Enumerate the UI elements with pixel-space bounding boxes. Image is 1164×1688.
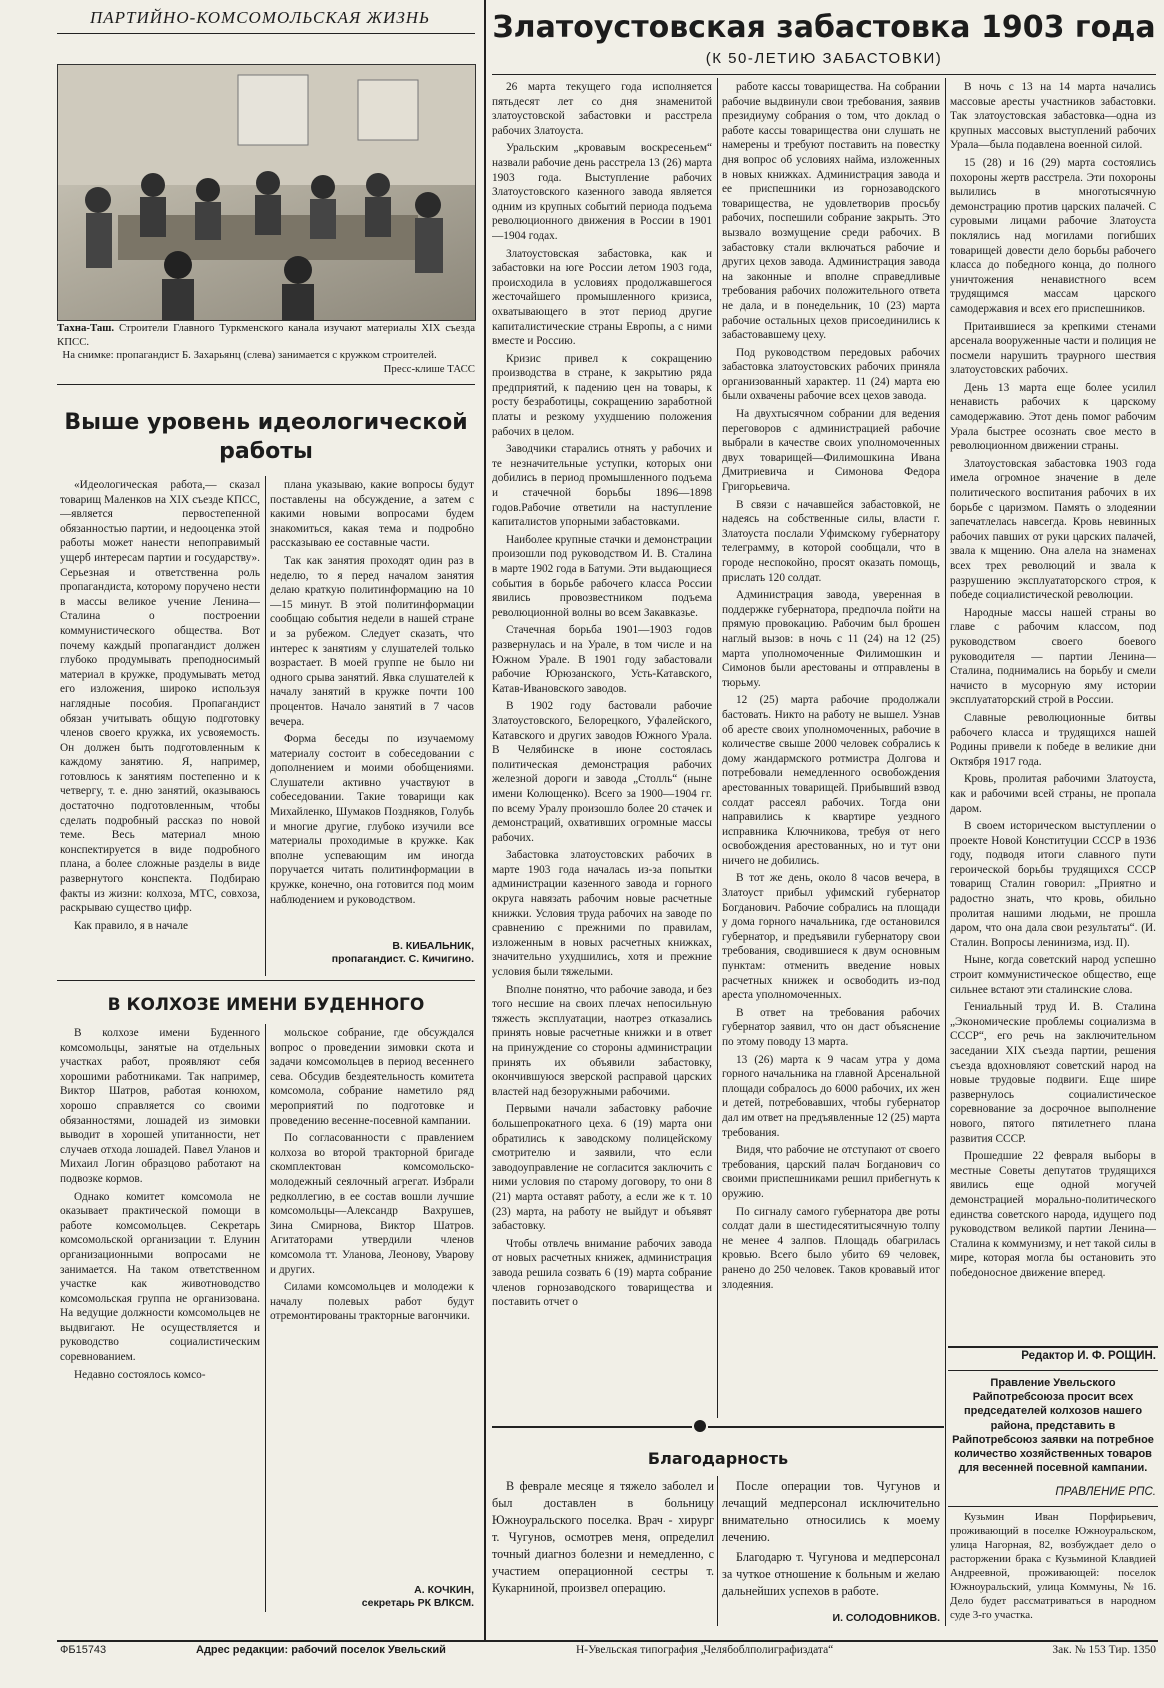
rubric-underline bbox=[57, 33, 475, 34]
news-photo bbox=[57, 64, 476, 321]
paragraph: «Идеологическая работа,— сказал товарищ Маленков на XIX съезде КПСС,—является первостепенной обязанностью партии, и недооценка этой работы может нанести непоправимый ущерб интересам партии и государству». Серьезная и ответственна роль пропагандиста, которому поручено нести в массы великое учение Ленина—Сталина о построении коммунистического общества. Вот почему каждый пропагандист должен глубоко продумывать преподносимый материал в кружке, продумывать метод его изложения, широко используя наглядные пособия. Пропагандист обязан учитывать общую подготовку членов своего кружка, их усвояемость. Он должен быть подготовленным к каждому занятию. Я, например, готовлюсь к занятиям постепенно и к четвергу, т. е. дню занятий, оказываюсь достаточно подготовленным, чтобы сделать подробный рассказ по новой теме. Весь материал мною конспектируется в виде подробного плана, а более сложные разделы в виде развернутого конспекта. Подбираю факты из жизни: колхоза, МТС, совхоза, раскрываю существо цифр. bbox=[60, 479, 260, 915]
paragraph: В феврале месяце я тяжело заболел и был доставлен в больницу Южноуральского поселка. Врач - хирург т. Чугунов, осмотрев меня, определил точный диагноз болезни и немедленно, с участием операционной сестры т. Кукарниной, произвел операцию. bbox=[492, 1479, 714, 1595]
paragraph: По сигналу самого губернатора две роты солдат дали в шестидесятитысячную толпу не менее 4 залпов. Площадь обагрилась кровью. Всего было убито 69 человек, ранено до 250 человек. Таков кровавый итог злодеяния. bbox=[722, 1205, 940, 1291]
thanks-dot bbox=[694, 1420, 706, 1432]
thanks-rule-right bbox=[708, 1426, 944, 1428]
editor-line: Редактор И. Ф. РОЩИН. bbox=[1021, 1350, 1156, 1362]
paragraph: После операции тов. Чугунов и лечащий медперсонал исключительно внимательно относились к моему лечению. bbox=[722, 1479, 940, 1544]
paragraph: По согласованности с правлением колхоза во второй тракторной бригаде скомплектован комсомольско-молодежный сеялочный агрегат. Избрали редколлегию, в ее состав вошли лучшие комсомольцы—Александр Вахрушев, Зина Смирнова, Виктор Шатров. Агитаторами утвердили членов комсомола тт. Уланова, Леонову, Уварову и других. bbox=[270, 1132, 474, 1276]
page-divider bbox=[484, 0, 486, 1640]
paragraph: В ответ на требования рабочих губернатор заявил, что он даст объяснение по этому поводу 13 марта. bbox=[722, 1006, 940, 1048]
paragraph: мольское собрание, где обсуждался вопрос о проведении зимовки скота и задачи комсомольцев в период весеннего сева. Обсудив бездеятельность комитета комсомола, собрание наметило ряд мероприятий по подготовке и проведению весенне-посевной кампании. bbox=[270, 1027, 474, 1127]
signature-name: В. КИБАЛЬНИК, bbox=[392, 940, 474, 952]
paragraph: Гениальный труд И. В. Сталина „Экономические проблемы социализма в СССР“, его речь на заключительном заседании XIX съезда партии, решения съезда вдохновляют советский народ на новые трудовые подвиги. Еще шире развернулось социалистическое соревнование за досрочное выполнение нового, пятого пятилетнего плана развития СССР. bbox=[950, 1001, 1156, 1145]
paragraph: Прошедшие 22 февраля выборы в местные Советы депутатов трудящихся явились еще одной могучей демонстрацией морально-политического единства советского народа, идущего под руководством великой партии Ленина—Сталина к коммунизму, и нет такой силы в мире, которая могла бы остановить это победоносное движение вперед. bbox=[950, 1150, 1156, 1279]
column-rule bbox=[265, 1024, 266, 1612]
article-kolkhoz-col2 bbox=[270, 1026, 474, 1582]
main-subtitle-rule bbox=[492, 74, 1156, 75]
photo-caption bbox=[57, 322, 475, 380]
paragraph: Стачечная борьба 1901—1903 годов развернулась и на Урале, в том числе и на Южном Урале. В 1901 году забастовали рабочие Юрюзанского, Усть-Катавского, Катав-Ивановского заводов. bbox=[492, 624, 712, 695]
article-kolkhoz-signature bbox=[270, 1584, 474, 1614]
footer-printer: Н-Увельская типография „Челябоблполиграфиздата“ bbox=[576, 1644, 834, 1656]
paragraph: Под руководством передовых рабочих забастовка златоустовских рабочих приняла организованный характер. 11 (24) марта ею были охвачены рабочие всех цехов завода. bbox=[722, 346, 940, 403]
thanks-col2 bbox=[722, 1478, 940, 1608]
paragraph: В связи с начавшейся забастовкой, не надеясь на собственные силы, власти г. Златоуста послали Уфимскому губернатору телеграмму, в которой сообщали, что в городе неспокойно, просят оказать помощь, прислать 120 солдат. bbox=[722, 498, 940, 584]
photo-bottom-rule bbox=[57, 384, 475, 385]
paragraph: В тот же день, около 8 часов вечера, в Златоуст прибыл уфимский губернатор Богданович. Рабочие собрались на площади у дома горного начальника, где остановился губернатор, и предъявили губернатору свои требования, сводившиеся к двум основным пунктам: отменить введение новых расчетных книжек и освободить из-под ареста уполномоченных. bbox=[722, 872, 940, 1002]
article-ideology-col1 bbox=[60, 478, 260, 976]
photo-caption-lead: Тахна-Таш. bbox=[57, 322, 115, 334]
paragraph: Чтобы отвлечь внимание рабочих завода от новых расчетных книжек, администрация завода решила созвать 6 (19) марта собрание членов горнозаводского товарищества и поставить отчет о bbox=[492, 1237, 712, 1309]
paragraph: Народные массы нашей страны во главе с рабочим классом, под руководством своего боевого руководителя — партии Ленина—Сталина, поднимались на борьбу и смели начисто в мусорную яму истории эксплуататорский строй в России. bbox=[950, 606, 1156, 707]
main-col2 bbox=[722, 80, 940, 1418]
column-rule bbox=[717, 1476, 718, 1626]
section-rule bbox=[57, 980, 475, 981]
paragraph: Однако комитет комсомола не оказывает практической помощи в работе комсомольцев. Секретарь комсомольской организации т. Елунин организационными вопросами не занимается. На таком ответственном участке как животноводство комсомольская группа не организована. На ведущие должности комсомольцев не выдвигают. Не осуществляется и руководство социалистическим соревнованием. bbox=[60, 1190, 260, 1364]
column-rule bbox=[717, 78, 718, 1418]
rubric: ПАРТИЙНО-КОМСОМОЛЬСКАЯ ЖИЗНЬ bbox=[90, 8, 431, 27]
article-kolkhoz-col1 bbox=[60, 1026, 260, 1614]
footer-address: Адрес редакции: рабочий поселок Увельский bbox=[196, 1644, 446, 1656]
paragraph: Уральским „кровавым воскресеньем“ назвали рабочие день расстрела 13 (26) марта 1903 года. Выступление рабочих Златоустовского казенного завода является одним из крупных событий периода подъема революционного движения в России в 1901—1904 годах. bbox=[492, 142, 712, 242]
thanks-col1 bbox=[492, 1478, 714, 1624]
paragraph: Заводчики старались отнять у рабочих и те незначительные уступки, которых они добились в период промышленного подъема и стачечной борьбы 1896—1898 годов.Рабочие ответили на наступление капиталистов упорными забастовками. bbox=[492, 443, 712, 529]
signature-role: секретарь РК ВЛКСМ. bbox=[361, 1597, 474, 1609]
paragraph: Форма беседы по изучаемому материалу состоит в собеседовании с дополнением и моими обобщениями. Слушатели активно участвуют в собеседовании. Такие товарищи как Михайленко, Шумаков Поздняков, Голубь и многие другие, глубоко изучили все материалы проходимые в кружке. Как вполне успевающим им иногда поручается читать политинформации в кружке, конечно, она готовится под моим наблюдением и руководством. bbox=[270, 733, 474, 906]
main-col3 bbox=[950, 80, 1156, 1342]
main-subtitle: (К 50-ЛЕТИЮ ЗАБАСТОВКИ) bbox=[705, 50, 943, 67]
notice-rule bbox=[948, 1506, 1158, 1507]
paragraph: В ночь с 13 на 14 марта начались массовые аресты участников забастовки. Так златоустовская забастовка—одна из крупных массовых выступлений рабочих Урала—была подавлена военной силой. bbox=[950, 81, 1156, 152]
paragraph: Златоустовская забастовка, как и забастовки на юге России летом 1903 года, происходила в условиях продолжавшегося жесточайшего промышленного кризиса, охватывающего в этот период другие капиталистические страны Европы, а с ними вместе и Россию. bbox=[492, 247, 712, 348]
notice-signature: ПРАВЛЕНИЕ РПС. bbox=[1055, 1486, 1156, 1498]
thanks-signature: И. СОЛОДОВНИКОВ. bbox=[832, 1612, 940, 1624]
notice-text: Правление Увельского Райпотребсоюза просит всех председателей колхозов нашего района, представить в Райпотребсоюз заявки на потребное количество хозяйственных товаров для весенней посевной кампании. bbox=[952, 1377, 1154, 1475]
paragraph: Вполне понятно, что рабочие завода, и без того несшие на своих плечах непосильную тяжесть эксплуатации, наотрез отказались принять новые расчетные книжки и в ответ на принуждение со стороны администрации принять их объявили забастовку, окончившуюся зверской расправой царских властей над безоружными рабочими. bbox=[492, 983, 712, 1098]
paragraph: Притаившиеся за крепкими стенами арсенала вооруженные части и полиция не посмели нарушить траурного шествия златоустовских рабочих. bbox=[950, 320, 1156, 377]
paragraph: работе кассы товарищества. На собрании рабочие выдвинули свои требования, заявив президиуму собрания о том, что доклад о работе кассы товарищества они слушать не намерены и требуют поставить на повестку дня вопрос об условиях найма, изложенных в новых книжках. Администрация завода и ее приспешники из горнозаводского товарищества, не удовлетворив просьбу рабочих, поспешили собрание закрыть. Это вызвало возмущение среди рабочих. В забастовку стали включаться рабочие и других цехов завода. Администрация завода на законные и вполне справедливые требования рабочих положительного ответа не дала, и в понедельник, 10 (23) марта рабочие остальных цехов присоединились к забастовавшему цеху. bbox=[722, 81, 940, 342]
paragraph: Ныне, когда советский народ успешно строит коммунистическое общество, еще сильнее встают эти сталинские слова. bbox=[950, 954, 1156, 996]
footer-rule bbox=[57, 1640, 1158, 1642]
paragraph: Как правило, я в начале bbox=[74, 919, 188, 932]
photo-caption-line-2: На снимке: пропагандист Б. Захарьянц (слева) занимается с кружком строителей. bbox=[62, 349, 437, 361]
paragraph: Силами комсомольцев и молодежи к началу полевых работ будут отремонтированы тракторные вагончики. bbox=[270, 1281, 474, 1323]
paragraph: Видя, что рабочие не отступают от своего требования, царский палач Богданович со своими приспешниками решил прибегнуть к оружию. bbox=[722, 1144, 940, 1200]
paragraph: В своем историческом выступлении о проекте Новой Конституции СССР в 1936 году, подводя итоги славного пути героической борьбы трудящихся СССР товарищ Сталин говорил: „Приятно и радостно знать, что кровь, обильно пролитая нашими людьми, не прошла даром, что она дала свои результаты“. (И. Сталин. Вопросы ленинизма, изд. II). bbox=[950, 820, 1156, 949]
column-rule bbox=[265, 476, 266, 976]
paragraph: В 1902 году бастовали рабочие Златоустовского, Белорецкого, Уфалейского, Катавского и других заводов Южного Урала. В Челябинске в июне состоялась политическая демонстрация рабочих железной дороги и завода „Столль“ (ныне имени Колющенко). Всего за 1900—1904 гг. по всему Уралу произошло более 20 стачек и демонстраций, охвативших огромные массы рабочих. bbox=[492, 700, 712, 844]
paragraph: Кузьмин Иван Порфирьевич, проживающий в поселке Южноуральском, улица Нагорная, 82, возбуждает дело о расторжении брака с Кузьминой Клавдией Андреевной, проживающей: поселок Южноуральский, улица Коммуны, № 16. Дело будет рассматриваться в народном суде 3-го участка. bbox=[950, 1511, 1156, 1621]
paragraph: 15 (28) и 16 (29) марта состоялись похороны жертв расстрела. Эти похороны вылились в многотысячную демонстрацию против царских палачей. С суровыми лицами рабочие Златоуста поклялись над могилами погибших товарищей довести дело борьбы рабочего класса до победного конца, до полного уничтожения ненавистного всем трудящимся массам царского самодержавия и всех его приспешников. bbox=[950, 156, 1156, 315]
paragraph: Кризис привел к сокращению производства в стране, к закрытию ряда предприятий, к падению цен на товары, к росту безработицы, сокращению заработной платы и резкому ухудшению положения рабочих в целом. bbox=[492, 352, 712, 438]
paragraph: 13 (26) марта к 9 часам утра у дома горного начальника на главной Арсенальной площади собралось до 6000 рабочих, их жен и детей, потребовавших, чтобы губернатор дал им ответ на предъявленные 12 (25) марта требования. bbox=[722, 1053, 940, 1139]
paragraph: Кровь, пролитая рабочими Златоуста, как и рабочими всей страны, не пропала даром. bbox=[950, 773, 1156, 815]
thanks-title: Благодарность bbox=[647, 1449, 789, 1468]
footer-code: ФБ15743 bbox=[60, 1644, 107, 1656]
paragraph: Недавно состоялось комсо- bbox=[74, 1368, 206, 1381]
article-ideology-signature bbox=[270, 940, 474, 970]
paragraph: Наиболее крупные стачки и демонстрации произошли под руководством И. В. Сталина в марте 1902 года в Батуми. Эти выдающиеся события в борьбе рабочего класса России явились провозвестником подъема революционной волны во всем Закавказье. bbox=[492, 533, 712, 619]
thanks-rule-left bbox=[492, 1426, 692, 1428]
editor-rule-bottom bbox=[948, 1370, 1158, 1371]
paragraph: Так как занятия проходят один раз в неделю, то я перед началом занятия делаю краткую политинформацию на 10—15 минут. В этой политинформации сообщаю события недели в нашей стране и за рубежом. Следует сказать, что интерес к занятиям у слушателей только возрастает. В моей группе не было ни одного срыва занятий. Явка слушателей к началу занятий в кружке почти 100 процентов. Начало занятий в 7 часов вечера. bbox=[270, 554, 474, 728]
photo-credit: Пресс-клише ТАСС bbox=[383, 362, 475, 375]
paragraph: плана указываю, какие вопросы будут поставлены на обсуждение, а затем с какими новыми вопросами будем знакомиться, какая тема и подробно рассказываю ее составные части. bbox=[270, 479, 474, 550]
signature-name: А. КОЧКИН, bbox=[414, 1584, 474, 1596]
paragraph: Златоустовская забастовка 1903 года имела огромное значение в деле политического воспитания рабочих в их борьбе с царизмом. Память о злодеянии запечатлелась навсегда. Кровь невинных рабочих павших от руки царских палачей, звала к мщению. Она алела на знаменах всех трех революций и звала к разрушению эксплуататорского строя, к победе социалистической революции. bbox=[950, 457, 1156, 602]
paragraph: Славные революционные битвы рабочего класса и трудящихся нашей Родины привели к победе в великие дни Октября 1917 года. bbox=[950, 711, 1156, 768]
photo-scene bbox=[58, 65, 475, 320]
paragraph: Первыми начали забастовку рабочие большепрокатного цеха. 6 (19) марта они обратились к заводскому полицейскому смотрителю и заявили, что если заводоуправление не согласится заключить с ними условия по старому договору, то они 8 (21) марта оставят работу, а если же к т. 10 (23) марта, на работу не выйдут и объявят забастовку. bbox=[492, 1103, 712, 1233]
editor-rule-top bbox=[948, 1346, 1158, 1348]
photo-caption-line-1: Строители Главного Туркменского канала изучают материалы XIX съезда КПСС. bbox=[57, 322, 475, 348]
paragraph: День 13 марта еще более усилил ненависть рабочих к царскому самодержавию. Этот день помог рабочим Урала быстрее осознать свое место в революционном движении страны. bbox=[950, 381, 1156, 453]
article-ideology-col2 bbox=[270, 478, 474, 938]
column-rule bbox=[945, 78, 946, 1626]
divorce-notice bbox=[950, 1510, 1156, 1628]
signature-role: пропагандист. С. Кичигино. bbox=[331, 953, 474, 965]
article-ideology-title: Выше уровень идеологической работы bbox=[64, 410, 468, 464]
paragraph: 26 марта текущего года исполняется пятьдесят лет со дня знаменитой златоустовской забастовки и расстрела рабочих Златоуста. bbox=[492, 81, 712, 137]
footer-order: Зак. № 153 Тир. 1350 bbox=[1052, 1644, 1156, 1656]
paragraph: Забастовка златоустовских рабочих в марте 1903 года началась из-за попытки администрации казенного завода и горного округа навязать рабочим новые расчетные книжки. Условия труда рабочих на заводе по сравнению с прежними по правилам, изложенным в новых расчетных книжках, значительно ухудшились, хотя и прежние условия были тяжелыми. bbox=[492, 849, 712, 979]
paragraph: 12 (25) марта рабочие продолжали бастовать. Никто на работу не вышел. Узнав об аресте своих уполномоченных, рабочие в количестве свыше 2000 человек собрались к дому жандармского ротмистра Долгова и потребовали немедленного освобождения арестованных товарищей. Прибывший взвод солдат рассеял рабочих. Тогда они направились к квартире уездного исправника Ключникова, требуя от него освобождения арестованных, но и тут они ничего не добились. bbox=[722, 694, 940, 867]
paragraph: В колхозе имени Буденного комсомольцы, занятые на отдельных участках работ, проявляют себя хорошими работниками. Так например, Виктор Шатров, работая конюхом, хорошо справляется со своими обязанностями, лошадей из зимовки выводит в хорошей упитанности, нет случаев отхода лошадей. Павел Уланов и Михаил Логин образцово работают на подвозке кормов. bbox=[60, 1027, 260, 1185]
paragraph: На двухтысячном собрании для ведения переговоров с администрацией рабочие выбрали в качестве своих уполномоченных двух товарищей—Филимошкина Ивана Дмитриевича и Симонова Федора Григорьевича. bbox=[722, 408, 940, 494]
main-col1 bbox=[492, 80, 712, 1418]
article-kolkhoz-title: В КОЛХОЗЕ ИМЕНИ БУДЕННОГО bbox=[107, 995, 425, 1015]
main-title: Златоустовская забастовка 1903 года bbox=[492, 10, 1156, 45]
paragraph: Благодарю т. Чугунова и медперсонал за чуткое отношение к больным и желаю дальнейших успехов в работе. bbox=[722, 1550, 940, 1598]
paragraph: Администрация завода, уверенная в поддержке губернатора, предпочла пойти на прямую провокацию. Рабочим был брошен наглый вызов: в ночь с 11 (24) на 12 (25) марта уполномоченные Филимошкин и Симонов были арестованы и отправлены в тюрьму. bbox=[722, 589, 940, 689]
